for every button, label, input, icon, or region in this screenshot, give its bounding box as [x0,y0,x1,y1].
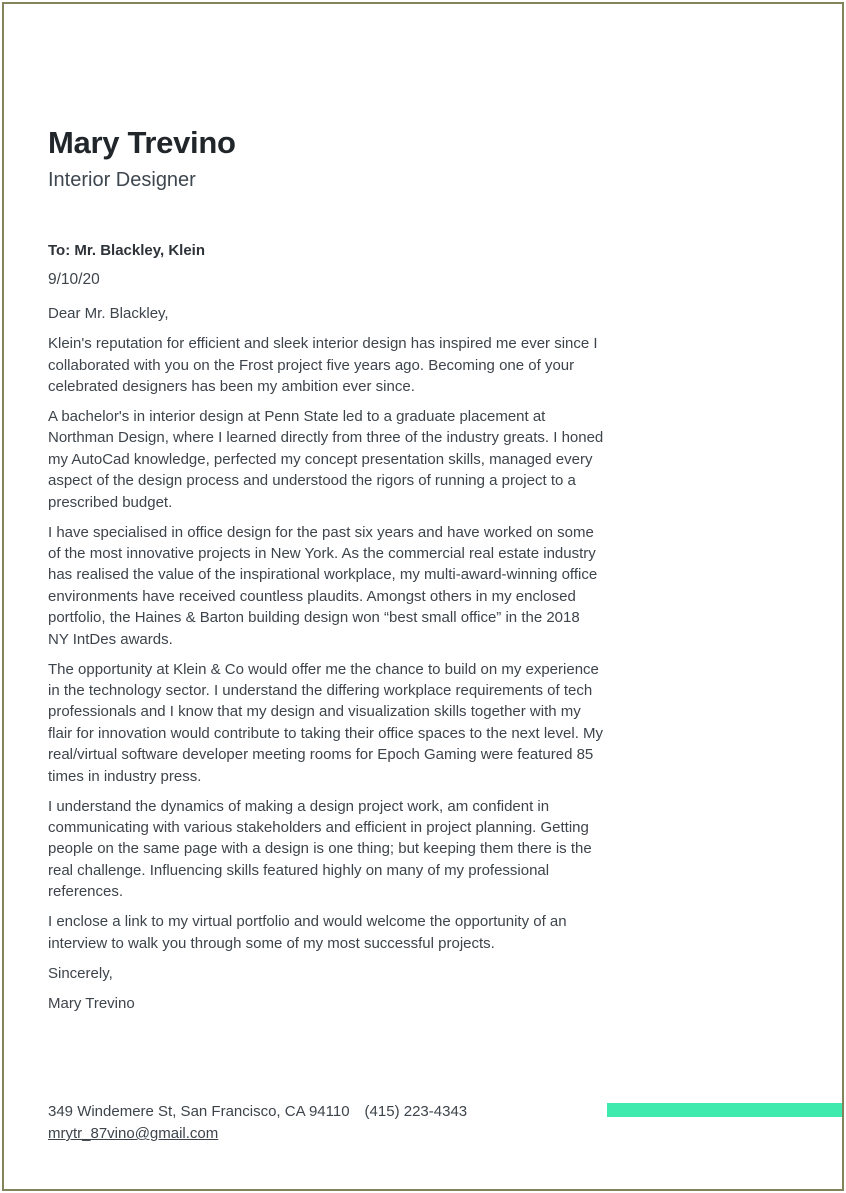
cover-letter [48,0,604,1023]
contact-address: 349 Windemere St, San Francisco, CA 94110 [48,1103,350,1120]
date-line: 9/10/20 [48,271,100,289]
letter-paragraph: I have specialised in office design for the past six years and have worked on some of the most innovative projects in New York. As the commercial real estate industry has realised the value of the inspirational workplace, my multi-award-winning office environments have received countless plaudits. Amongst others in my enclosed portfolio, the Haines & Barton building design won “best small office” in the 2018 NY IntDes awards. [48,523,598,648]
salutation: Dear Mr. Blackley, [48,305,169,323]
signature-name: Mary Trevino [48,994,135,1012]
letter-paragraph: A bachelor's in interior design at Penn State led to a graduate placement at Northman Design, where I learned directly from three of the industry greats. I honed my AutoCad knowledge, perfected my concept presentation skills, managed every aspect of the design process and understood the rigors of running a project to a prescribed budget. [48,407,604,511]
recipient-line: To: Mr. Blackley, Klein [48,242,205,260]
author-name: Mary Trevino [48,125,236,160]
letter-header [48,126,604,192]
author-title: Interior Designer [48,169,196,192]
letter-paragraph: I enclose a link to my virtual portfolio and would welcome the opportunity of an interview to walk you through some of my most successful projects. [48,913,567,952]
contact-email-link[interactable]: mrytr_87vino@gmail.com [48,1125,219,1142]
letter-paragraph: Klein's reputation for efficient and sleek interior design has inspired me ever since I collaborated with you on the Frost project five years ago. Becoming one of your celebrated designers has been my ambition ever since. [48,335,598,395]
contact-phone: (415) 223-4343 [364,1103,468,1120]
contact-line [48,1101,467,1122]
letter-paragraph: I understand the dynamics of making a design project work, am confident in communicating with various stakeholders and efficient in project planning. Getting people on the same page with a design is one thing; but keeping them there is the real challenge. Influencing skills featured highly on many of my professional references. [48,797,592,901]
closing-line: Sincerely, [48,964,113,982]
letter-paragraph: The opportunity at Klein & Co would offer me the chance to build on my experience in the technology sector. I understand the differing workplace requirements of tech professionals and I know that my design and visualization skills together with my flair for innovation would contribute to taking their office spaces to the next level. My real/virtual software developer meeting rooms for Epoch Gaming were featured 85 times in industry press. [48,660,604,785]
contact-footer [48,1101,467,1144]
accent-bar [607,1103,842,1117]
letter-body [48,242,604,1014]
